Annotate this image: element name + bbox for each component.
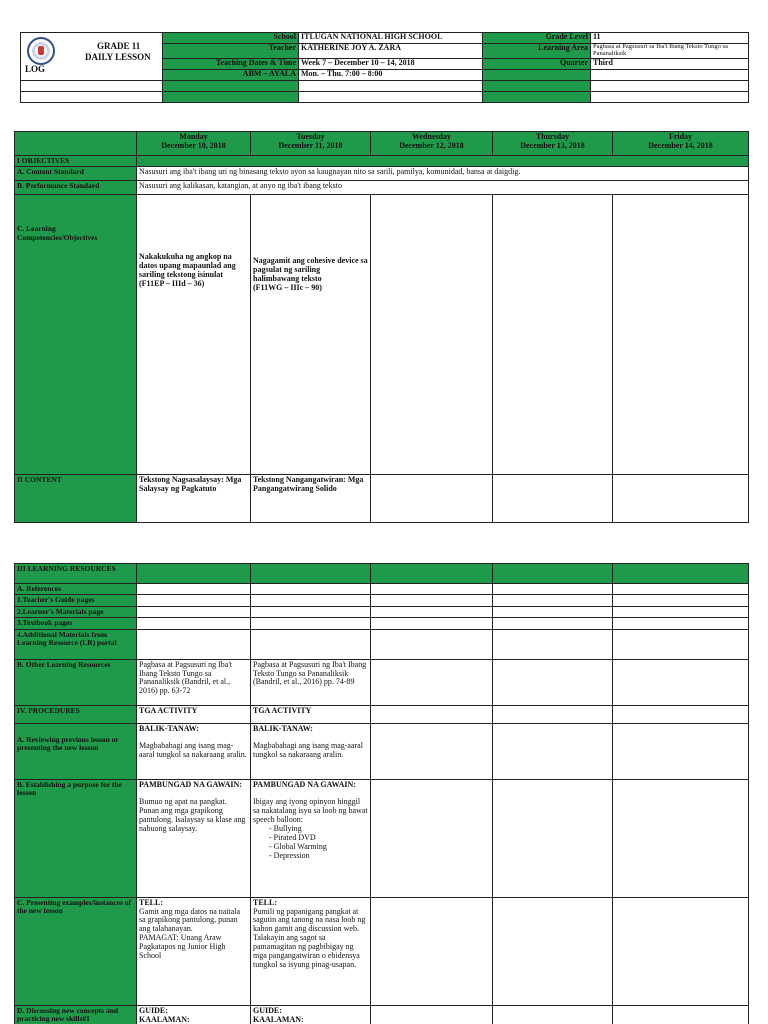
- resources-fill: [251, 564, 371, 584]
- procedures-table: [14, 563, 749, 1024]
- list-item: - Global Warming: [263, 843, 368, 852]
- list-item: - Depression: [263, 852, 368, 861]
- blank-cell: [591, 80, 749, 91]
- other-resources-monday: Pagbasa at Pagsusuri ng Iba't Ibang Teksto Tungo sa Pananaliksik (Bandril, et al., 2016) pp. 63-72: [137, 659, 251, 705]
- content-standard-label: A. Content Standard: [15, 167, 137, 181]
- header-table: [20, 32, 749, 103]
- day-header-wednesday: Wednesday December 12, 2018: [371, 132, 493, 156]
- resources-fill: [493, 564, 613, 584]
- blank-cell: [299, 91, 483, 102]
- header-logo-cell: [21, 33, 163, 81]
- dll-title: DAILY LESSON: [85, 52, 151, 62]
- day-header-friday: Friday December 14, 2018: [613, 132, 749, 156]
- content-standard-value: Nasusuri ang iba't ibang uri ng binasang teksto ayon sa kaugnayan nito sa sarili, pamilya, komunidad, bansa at daigdig.: [137, 167, 749, 181]
- references-label: A. References: [15, 584, 137, 595]
- content-thursday: [493, 475, 613, 523]
- list-item: - Bullying: [263, 825, 368, 834]
- log-title: LOG: [25, 64, 46, 74]
- purpose-monday: PAMBUNGAD NA GAWAIN: Bumuo ng apat na pangkat. Punan ang mga grapikong pantulong. Isalaysay sa klase ang nabuong salaysay.: [137, 779, 251, 897]
- procedures-heading: IV. PROCEDURES: [15, 705, 137, 723]
- school-value: ITLUGAN NATIONAL HIGH SCHOOL: [299, 33, 483, 44]
- blank-green-cell: [163, 80, 299, 91]
- teacher-value: KATHERINE JOY A. ZARA: [299, 44, 483, 59]
- reviewing-monday: BALIK-TANAW: Magbabahagi ang isang mag-aaral tungkol sa nakaraang aralin.: [137, 723, 251, 779]
- section-label: ABM – AYALA: [163, 69, 299, 80]
- teacher-label: Teacher: [163, 44, 299, 59]
- competency-monday: Nakakukuha ng angkop na datos upang mapaunlad ang sariling tekstong isinulat (F11EP – IIId – 36): [137, 195, 251, 475]
- grade-title: GRADE 11: [97, 41, 141, 51]
- learning-area-label: Learning Area: [483, 44, 591, 59]
- reviewing-tuesday: BALIK-TANAW: Magbabahagi ang isang mag-aaral tungkol sa nakaraang aralin.: [251, 723, 371, 779]
- blank-cell: [299, 80, 483, 91]
- school-label: School: [163, 33, 299, 44]
- performance-standard-label: B. Performance Standard: [15, 181, 137, 195]
- resources-fill: [613, 564, 749, 584]
- content-tuesday: Tekstong Nangangatwiran: Mga Pangangatwirang Solido: [251, 475, 371, 523]
- section-time: Mon. – Thu. 7:00 – 8:00: [299, 69, 483, 80]
- reviewing-lesson-label: A. Reviewing previous lesson or presenting the new lesson: [15, 723, 137, 779]
- purpose-tuesday: PAMBUNGAD NA GAWAIN: Ibigay ang iyong opinyon hinggil sa nakatalang isyu sa loob ng bawat speech balloon: - Bullying - Pirated DVD - Global Warming - Depression: [251, 779, 371, 897]
- other-resources-tuesday: Pagbasa at Pagsusuri ng Iba't Ibang Teksto Tungo sa Pananaliksik (Bandril, et al., 2016) pp. 74-89: [251, 659, 371, 705]
- objectives-table: [14, 131, 749, 523]
- content-label: II CONTENT: [15, 475, 137, 523]
- competency-wednesday: [371, 195, 493, 475]
- quarter-value: Third: [591, 58, 749, 69]
- issue-list: [263, 825, 368, 861]
- blank-green-cell: [483, 69, 591, 80]
- competency-thursday: [493, 195, 613, 475]
- tga-monday: TGA ACTIVITY: [137, 705, 251, 723]
- dates-label: Teaching Dates & Time: [163, 58, 299, 69]
- objectives-heading: I OBJECTIVES: [15, 156, 137, 167]
- grade-level-value: 11: [591, 33, 749, 44]
- blank-cell: [591, 91, 749, 102]
- resources-fill: [137, 564, 251, 584]
- blank-green-cell: [483, 91, 591, 102]
- establishing-purpose-label: B. Establishing a purpose for the lesson: [15, 779, 137, 897]
- discussing-tuesday: GUIDE: KAALAMAN:: [251, 1005, 371, 1024]
- learning-area-value: Pagbasa at Pagsusuri sa Iba't Ibang Teksto Tungo sa Pananaliksik: [591, 44, 749, 59]
- discussing-concepts-label: D. Discussing new concepts and practicing new skills#1: [15, 1005, 137, 1024]
- discussing-monday: GUIDE: KAALAMAN:: [137, 1005, 251, 1024]
- resources-fill: [371, 564, 493, 584]
- blank-green-cell: [163, 91, 299, 102]
- blank-cell: [21, 91, 163, 102]
- deped-seal-icon: [27, 37, 55, 65]
- competency-tuesday: Nagagamit ang cohesive device sa pagsulat ng sariling halimbawang teksto (F11WG – IIIc – 90): [251, 195, 371, 475]
- grade-level-label: Grade Level: [483, 33, 591, 44]
- quarter-label: Quarter: [483, 58, 591, 69]
- day-header-tuesday: Tuesday December 11, 2018: [251, 132, 371, 156]
- textbook-label: 3.Textbook pages: [15, 618, 137, 629]
- list-item: - Pirated DVD: [263, 834, 368, 843]
- day-header-thursday: Thursday December 13, 2018: [493, 132, 613, 156]
- performance-standard-value: Nasusuri ang kalikasan, katangian, at anyo ng iba't ibang teksto: [137, 181, 749, 195]
- blank-cell: [21, 80, 163, 91]
- day-header-monday: Monday December 10, 2018: [137, 132, 251, 156]
- content-friday: [613, 475, 749, 523]
- presenting-tuesday: TELL: Pumili ng papanigang pangkat at sagutin ang tanong na nasa loob ng kahon gamit ang discussion web. Talakayin ang sagot sa pamamagitan ng pagbibigay ng mga pangangatwiran o ebidensya tungkol sa isyung pinag-usapan.: [251, 897, 371, 1005]
- teachers-guide-label: 1.Teacher's Guide pages: [15, 595, 137, 606]
- content-wednesday: [371, 475, 493, 523]
- competencies-label: C. Learning Competencies/Objectives: [15, 195, 137, 475]
- other-resources-label: B. Other Learning Resources: [15, 659, 137, 705]
- blank-green-cell: [483, 80, 591, 91]
- competency-friday: [613, 195, 749, 475]
- additional-materials-label: 4.Additional Materials from Learning Resource (LR) portal: [15, 629, 137, 659]
- resources-heading: III LEARNING RESOURCES: [15, 564, 137, 584]
- corner-cell: [15, 132, 137, 156]
- blank-cell: [591, 69, 749, 80]
- content-monday: Tekstong Nagsasalaysay: Mga Salaysay ng Pagkatuto: [137, 475, 251, 523]
- presenting-monday: TELL: Gamit ang mga datos na naitala sa grapikong pantulong, punan ang talahanayan. PAMAGAT: Unang Araw Pagkatapos ng Junior High School: [137, 897, 251, 1005]
- learners-materials-label: 2.Learner's Materials page: [15, 606, 137, 617]
- presenting-examples-label: C. Presenting examples/instances of the new lesson: [15, 897, 137, 1005]
- objectives-heading-fill: [137, 156, 749, 167]
- dates-value: Week 7 – December 10 – 14, 2018: [299, 58, 483, 69]
- tga-tuesday: TGA ACTIVITY: [251, 705, 371, 723]
